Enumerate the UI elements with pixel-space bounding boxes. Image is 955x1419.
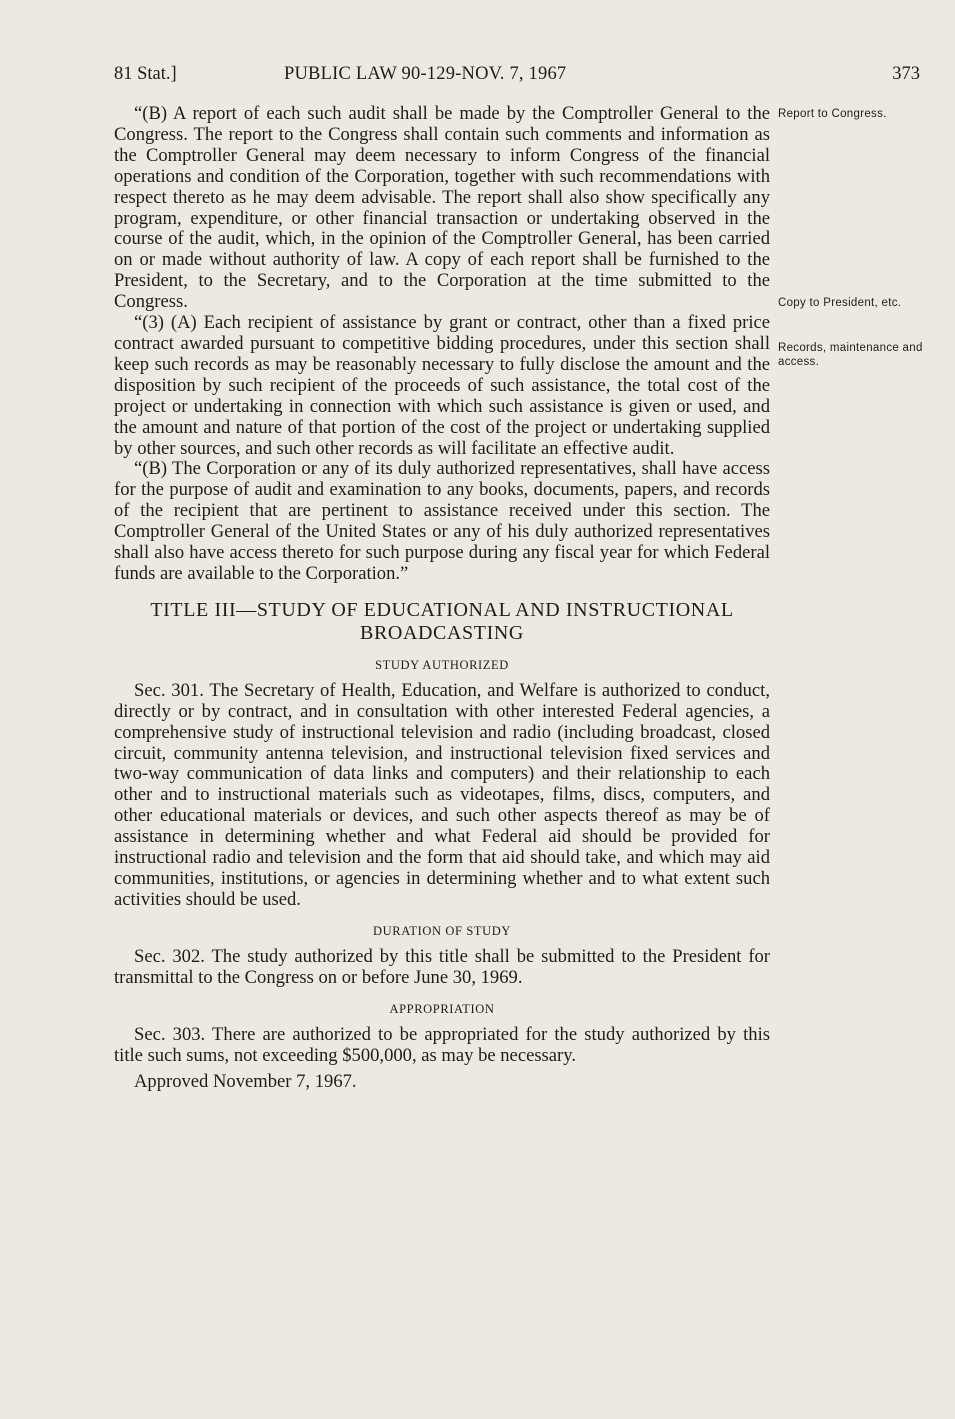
approval-date: Approved November 7, 1967. xyxy=(134,1071,357,1093)
margin-note-records: Records, maintenance and access. xyxy=(778,342,923,368)
main-text xyxy=(114,104,770,1093)
section-301: Sec. 301. The Secretary of Health, Education, and Welfare is authorized to conduct, directly or by contract, and in consultation with other interested Federal agencies, a comprehensive study of instructional television and radio (including broadcast, closed circuit, community antenna television, and instructional television fixed services and two-way communication of data links and computers) and their relationship to each other and to instructional materials such as videotapes, films, discs, computers, and other educational materials or devices, and such other aspects thereof as may be of assistance in determining whether and what Federal aid should be provided for instructional radio and television and the form that aid should take, and which may aid communities, institutions, or agencies in determining whether and to what extent such activities should be used. xyxy=(114,679,770,910)
statute-volume: 81 Stat.] xyxy=(114,64,177,84)
page-number: 373 xyxy=(892,64,920,84)
section-303: Sec. 303. There are authorized to be appropriated for the study authorized by this title such sums, not exceeding $500,000, as may be necessary. xyxy=(114,1023,770,1066)
paragraph-records-recipients: “(3) (A) Each recipient of assistance by grant or contract, other than a fixed price contract awarded pursuant to competitive bidding procedures, under this section shall keep such records as may be reasonably necessary to fully disclose the amount and the disposition by such recipient of the proceeds of such assistance, the total cost of the project or undertaking in connection with which such assistance is given or used, and the amount and nature of that portion of the cost of the project or undertaking supplied by other sources, and such other records as will facilitate an effective audit. xyxy=(114,312,770,459)
heading-study-authorized: STUDY AUTHORIZED xyxy=(375,657,509,672)
section-302: Sec. 302. The study authorized by this title shall be submitted to the President for transmittal to the Congress on or before June 30, 1969. xyxy=(114,945,770,988)
heading-appropriation: APPROPRIATION xyxy=(389,1001,495,1016)
margin-note-copy: Copy to President, etc. xyxy=(778,297,902,309)
paragraph-report-audit: “(B) A report of each such audit shall be made by the Comptroller General to the Congress. The report to the Congress shall contain such comments and information as the Comptroller General may deem necessary to inform Congress of the financial operations and condition of the Corporation, together with such recommendations with respect thereto as he may deem advisable. The report shall also show specifically any program, expenditure, or other financial transaction or undertaking observed in the course of the audit, which, in the opinion of the Comptroller General, has been carried on or made without authority of law. A copy of each report shall be furnished to the President, to the Secretary, and to the Corporation at the time submitted to the Congress. xyxy=(114,103,770,313)
margin-note-report: Report to Congress. xyxy=(778,108,887,120)
page-header xyxy=(114,64,920,90)
title-iii-heading: TITLE III—STUDY OF EDUCATIONAL AND INSTRUCTIONAL BROADCASTING xyxy=(150,598,734,644)
paragraph-access-records: “(B) The Corporation or any of its duly authorized representatives, shall have access for the purpose of audit and examination to any books, documents, papers, and records of the recipient that are pertinent to assistance received under this section. The Comptroller General of the United States or any of his duly authorized representatives shall also have access thereto for such purpose during any fiscal year for which Federal funds are available to the Corporation.” xyxy=(114,458,770,584)
heading-duration-of-study: DURATION OF STUDY xyxy=(373,923,511,938)
running-title: PUBLIC LAW 90-129-NOV. 7, 1967 xyxy=(284,64,567,84)
